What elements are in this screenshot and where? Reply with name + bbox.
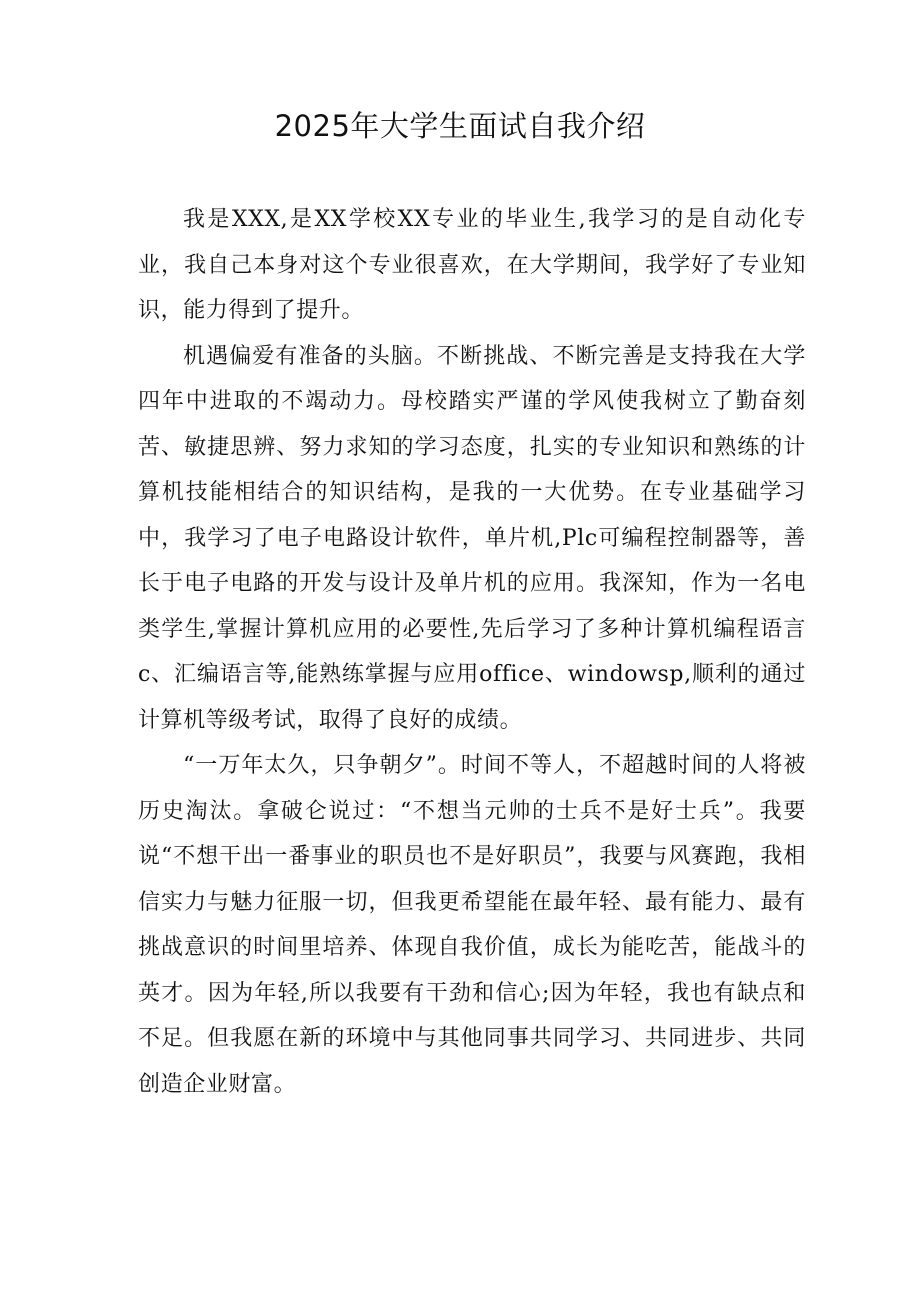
paragraph-self-introduction: 我是XXX,是XX学校XX专业的毕业生,我学习的是自动化专业，我自己本身对这个专业很喜欢，在大学期间，我学好了专业知识，能力得到了提升。 (138, 207, 806, 323)
paragraph-skills: 机遇偏爱有准备的头脑。不断挑战、不断完善是支持我在大学四年中进取的不竭动力。母校踏实严谨的学风使我树立了勤奋刻苦、敏捷思辨、努力求知的学习态度，扎实的专业知识和熟练的计算机技能相结合的知识结构，是我的一大优势。在专业基础学习中，我学习了电子电路设计软件，单片机,Plc可编程控制器等，善长于电子电路的开发与设计及单片机的应用。我深知，作为一名电类学生,掌握计算机应用的必要性,先后学习了多种计算机编程语言c、汇编语言等,能熟练掌握与应用office、windowsp,顺利的通过计算机等级考试，取得了良好的成绩。 (138, 343, 806, 733)
document-title: 2025年大学生面试自我介绍 (274, 109, 646, 143)
document-body (138, 197, 806, 1107)
paragraph-aspirations: “一万年太久，只争朝夕”。时间不等人，不超越时间的人将被历史淘汰。拿破仑说过：“不想当元帅的士兵不是好士兵”。我要说“不想干出一番事业的职员也不是好职员”，我要与风赛跑，我相信实力与魅力征服一切，但我更希望能在最年轻、最有能力、最有挑战意识的时间里培养、体现自我价值，成长为能吃苦，能战斗的英才。因为年轻,所以我要有干劲和信心;因为年轻，我也有缺点和不足。但我愿在新的环境中与其他同事共同学习、共同进步、共同创造企业财富。 (138, 753, 806, 1097)
